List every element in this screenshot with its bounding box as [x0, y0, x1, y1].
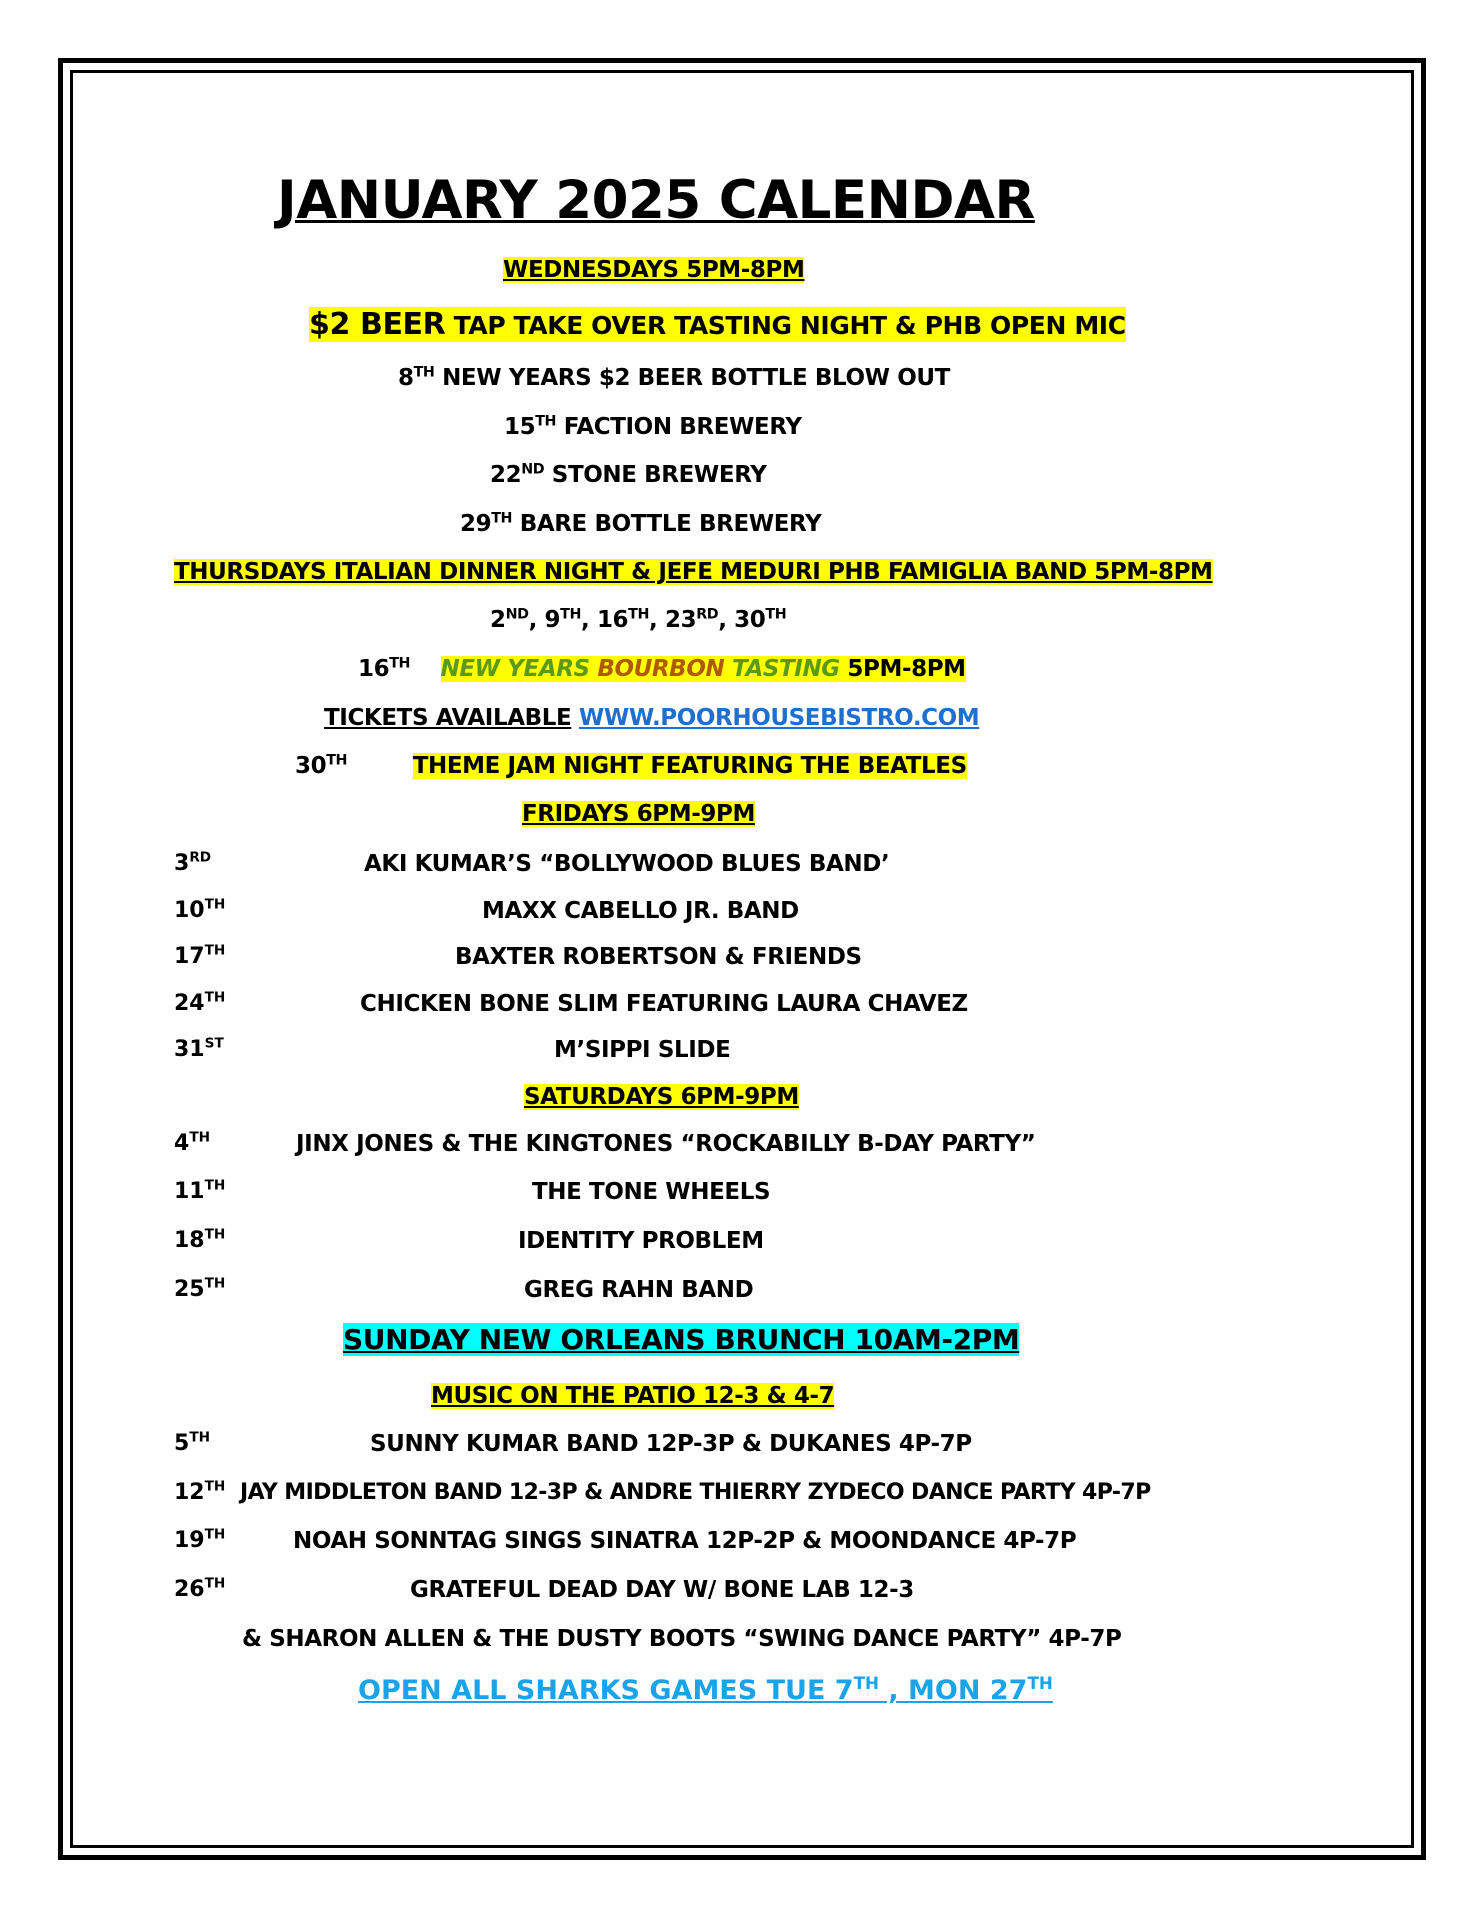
theme-jam: 30TH THEME JAM NIGHT FEATURING THE BEATLES	[295, 752, 967, 779]
sunday-continuation: & SHARON ALLEN & THE DUSTY BOOTS “SWING DANCE PARTY” 4P-7P	[242, 1626, 1122, 1652]
thursdays-heading: THURSDAYS ITALIAN DINNER NIGHT & JEFE MEDURI PHB FAMIGLIA BAND 5PM-8PM	[174, 559, 1213, 585]
wednesday-event: 8TH NEW YEARS $2 BEER BOTTLE BLOW OUT	[398, 364, 950, 391]
promo-rest: TAP TAKE OVER TASTING NIGHT & PHB OPEN MIC	[453, 311, 1126, 340]
website-link[interactable]: WWW.POORHOUSEBISTRO.COM	[578, 705, 980, 731]
tickets-line: TICKETS AVAILABLE WWW.POORHOUSEBISTRO.COM	[324, 705, 980, 731]
wednesday-event: 15TH FACTION BREWERY	[504, 413, 802, 440]
fridays-heading: FRIDAYS 6PM-9PM	[522, 801, 755, 827]
wednesday-event: 22ND STONE BREWERY	[490, 461, 767, 488]
wednesday-event: 29TH BARE BOTTLE BREWERY	[460, 510, 822, 537]
sharks-games-link[interactable]: OPEN ALL SHARKS GAMES TUE 7TH , MON 27TH	[358, 1673, 1053, 1706]
bourbon-tasting: 16TH NEW YEARS BOURBON TASTING 5PM-8PM	[358, 655, 966, 682]
sunday-heading: SUNDAY NEW ORLEANS BRUNCH 10AM-2PM	[343, 1323, 1020, 1356]
wednesdays-heading: WEDNESDAYS 5PM-8PM	[503, 257, 805, 283]
thursday-dates: 2ND, 9TH, 16TH, 23RD, 30TH	[490, 606, 787, 633]
wednesday-promo	[309, 307, 1126, 342]
saturdays-heading: SATURDAYS 6PM-9PM	[524, 1084, 799, 1110]
sunday-subheading: MUSIC ON THE PATIO 12-3 & 4-7	[431, 1383, 835, 1409]
page-title: JANUARY 2025 CALENDAR	[277, 170, 1035, 231]
promo-big: $2 BEER	[309, 307, 446, 342]
